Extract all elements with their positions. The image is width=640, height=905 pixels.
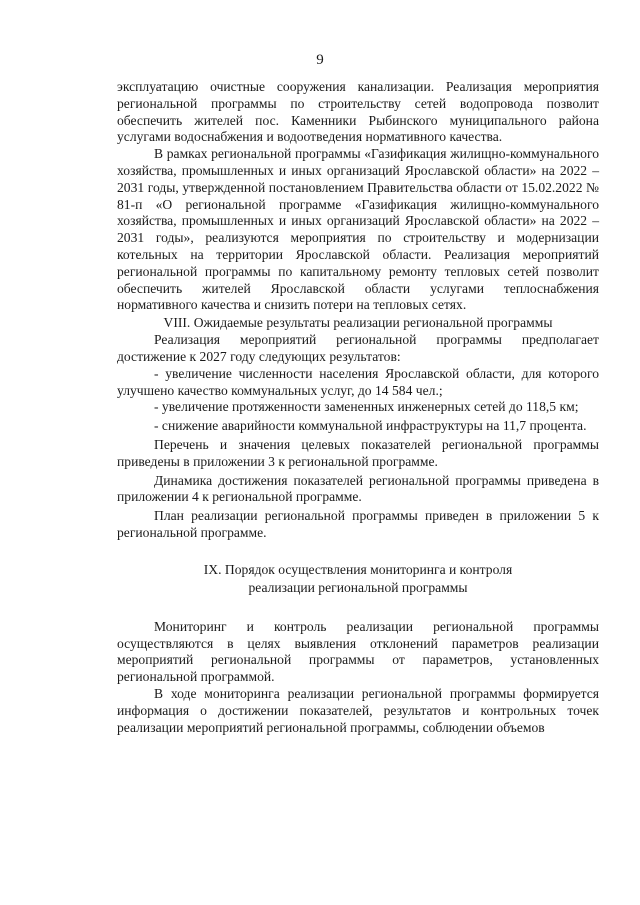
page-number: 9 <box>316 52 324 68</box>
paragraph: Мониторинг и контроль реализации региональной программы осуществляются в целях выявления отклонений параметров реализации мероприятий региональной программы от параметров, установленных региональной программой. <box>117 618 599 685</box>
paragraph: эксплуатацию очистные сооружения канализации. Реализация мероприятия региональной программы по строительству сетей водопровода позволит обеспечить жителей пос. Каменники Рыбинского муниципального района услугами водоснабжения и водоотведения нормативного качества. <box>117 79 599 145</box>
section-heading-9 <box>117 561 599 597</box>
list-item: - снижение аварийности коммунальной инфраструктуры на 11,7 процента. <box>154 418 587 434</box>
section-heading-9-line1: IX. Порядок осуществления мониторинга и контроля <box>203 561 513 577</box>
paragraph: Реализация мероприятий региональной программы предполагает достижение к 2027 году следующих результатов: <box>117 332 599 364</box>
paragraph: В рамках региональной программы «Газификация жилищно-коммунального хозяйства, промышленных и иных организаций Ярославской области» на 2022 – 2031 годы, утвержденной постановлением Правительства области от 15.02.2022 № 81-п «О региональной программе «Газификация жилищно-коммунального хозяйства, промышленных и иных организаций Ярославской области» на 2022 – 2031 годы», реализуются мероприятия по строительству и модернизации котельных на территории Ярославской области. Реализация мероприятий региональной программы по капитальному ремонту тепловых сетей позволит обеспечить жителей Ярославской области услугами теплоснабжения нормативного качества и снизить потери на тепловых сетях. <box>117 146 599 313</box>
paragraph: Перечень и значения целевых показателей региональной программы приведены в приложении 3 к региональной программе. <box>117 436 599 469</box>
section-heading-9-line2: реализации региональной программы <box>248 579 468 595</box>
document-body <box>117 79 599 736</box>
paragraph: План реализации региональной программы приведен в приложении 5 к региональной программе. <box>117 508 599 540</box>
list-item: - увеличение протяженности замененных инженерных сетей до 118,5 км; <box>154 399 579 415</box>
paragraph: В ходе мониторинга реализации региональной программы формируется информация о достижении показателей, результатов и контрольных точек реализации мероприятий региональной программы, соблюдении объемов <box>117 685 599 735</box>
list-item: - увеличение численности населения Ярославской области, для которого улучшено качество коммунальных услуг, до 14 584 чел.; <box>117 365 599 398</box>
paragraph: Динамика достижения показателей региональной программы приведена в приложении 4 к региональной программе. <box>117 472 599 505</box>
section-heading-8: VIII. Ожидаемые результаты реализации региональной программы <box>163 315 553 331</box>
